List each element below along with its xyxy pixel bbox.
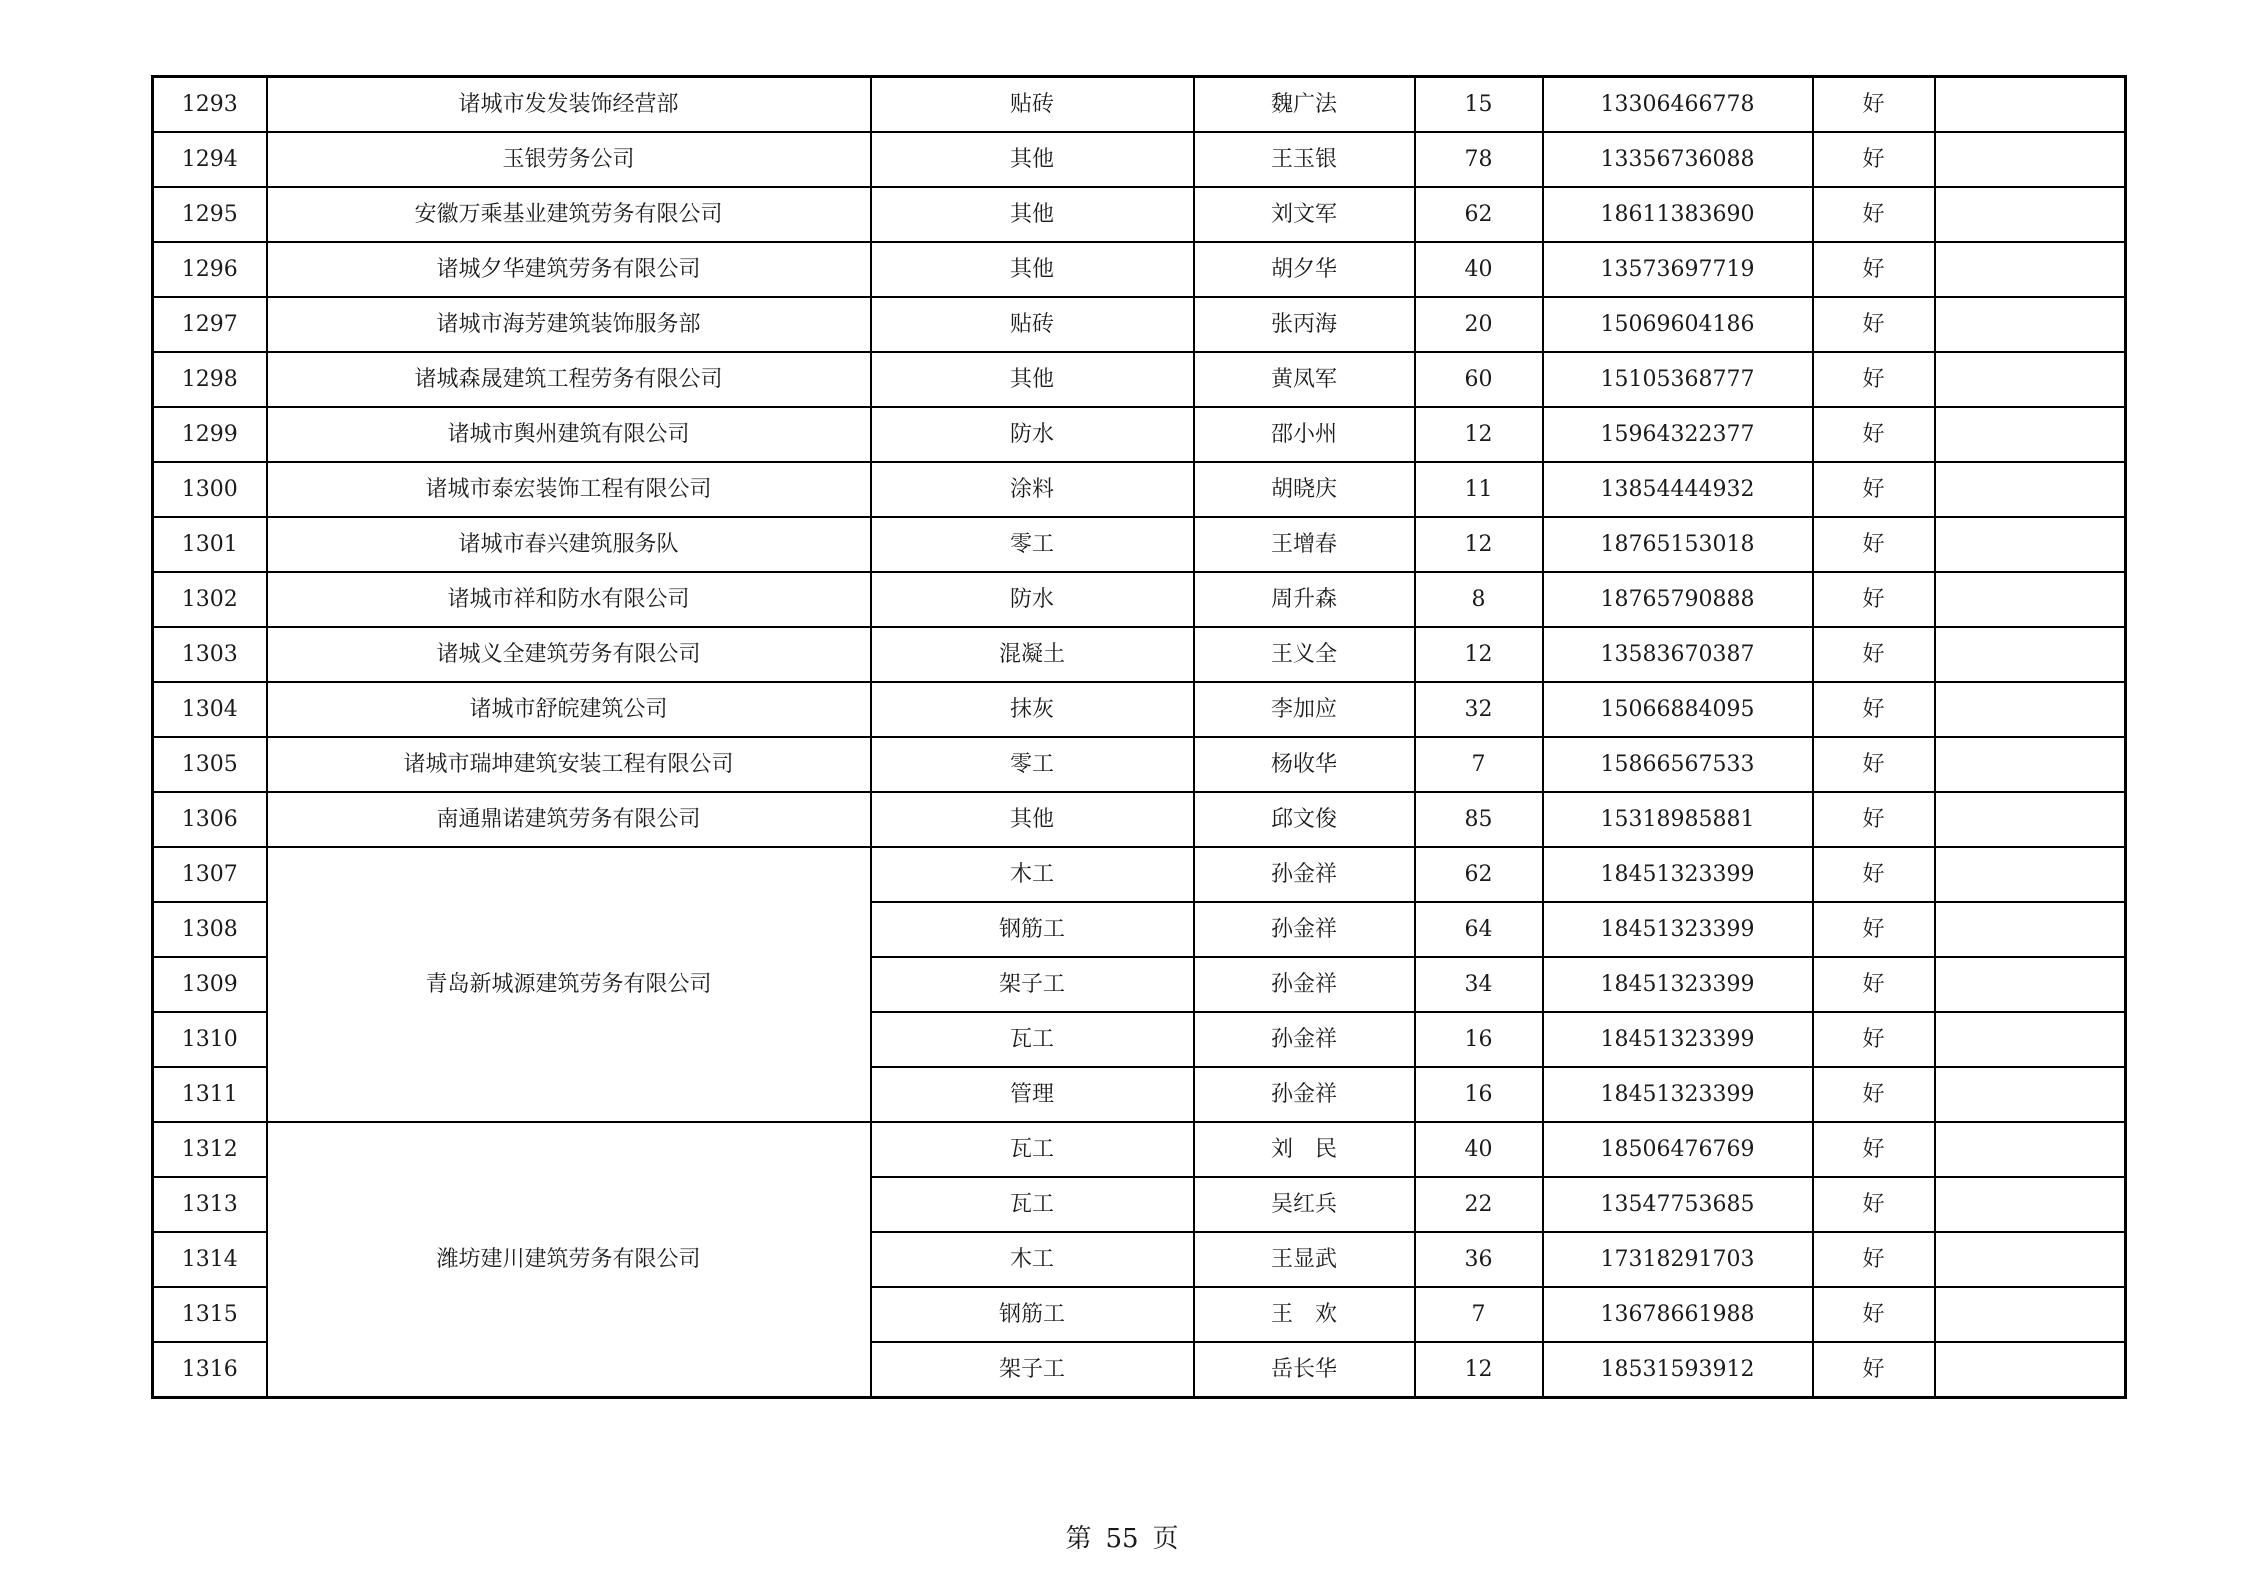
cell-number: 1299 xyxy=(153,407,267,462)
cell-contact: 王义全 xyxy=(1194,627,1415,682)
cell-contact: 孙金祥 xyxy=(1194,1012,1415,1067)
cell-rating: 好 xyxy=(1813,462,1935,517)
cell-company: 安徽万乘基业建筑劳务有限公司 xyxy=(267,187,871,242)
table-row xyxy=(153,187,2126,242)
cell-trade: 其他 xyxy=(871,242,1194,297)
cell-note xyxy=(1935,352,2126,407)
cell-worker-count: 64 xyxy=(1415,902,1543,957)
table-row xyxy=(153,407,2126,462)
cell-phone: 18611383690 xyxy=(1543,187,1813,242)
cell-phone: 18451323399 xyxy=(1543,1012,1813,1067)
cell-worker-count: 22 xyxy=(1415,1177,1543,1232)
cell-trade: 木工 xyxy=(871,1232,1194,1287)
cell-trade: 钢筋工 xyxy=(871,1287,1194,1342)
cell-company: 诸城市祥和防水有限公司 xyxy=(267,572,871,627)
cell-note xyxy=(1935,737,2126,792)
cell-contact: 邱文俊 xyxy=(1194,792,1415,847)
cell-rating: 好 xyxy=(1813,1122,1935,1177)
cell-rating: 好 xyxy=(1813,187,1935,242)
cell-worker-count: 85 xyxy=(1415,792,1543,847)
cell-number: 1309 xyxy=(153,957,267,1012)
cell-note xyxy=(1935,1287,2126,1342)
cell-note xyxy=(1935,847,2126,902)
cell-trade: 其他 xyxy=(871,792,1194,847)
table-body xyxy=(153,77,2126,1398)
cell-company: 诸城森晟建筑工程劳务有限公司 xyxy=(267,352,871,407)
cell-rating: 好 xyxy=(1813,847,1935,902)
cell-number: 1305 xyxy=(153,737,267,792)
cell-note xyxy=(1935,77,2126,133)
cell-phone: 15105368777 xyxy=(1543,352,1813,407)
cell-note xyxy=(1935,902,2126,957)
cell-note xyxy=(1935,297,2126,352)
cell-rating: 好 xyxy=(1813,627,1935,682)
cell-trade: 贴砖 xyxy=(871,77,1194,133)
cell-note xyxy=(1935,132,2126,187)
cell-company: 玉银劳务公司 xyxy=(267,132,871,187)
cell-contact: 孙金祥 xyxy=(1194,847,1415,902)
cell-trade: 钢筋工 xyxy=(871,902,1194,957)
table-row xyxy=(153,682,2126,737)
cell-worker-count: 62 xyxy=(1415,847,1543,902)
cell-company-merged: 青岛新城源建筑劳务有限公司 xyxy=(267,847,871,1122)
cell-contact: 张丙海 xyxy=(1194,297,1415,352)
cell-number: 1307 xyxy=(153,847,267,902)
cell-rating: 好 xyxy=(1813,737,1935,792)
cell-number: 1294 xyxy=(153,132,267,187)
cell-note xyxy=(1935,1342,2126,1398)
cell-trade: 其他 xyxy=(871,187,1194,242)
cell-rating: 好 xyxy=(1813,957,1935,1012)
table-row xyxy=(153,847,2126,902)
cell-note xyxy=(1935,517,2126,572)
cell-trade: 防水 xyxy=(871,572,1194,627)
cell-rating: 好 xyxy=(1813,407,1935,462)
cell-phone: 18451323399 xyxy=(1543,902,1813,957)
cell-rating: 好 xyxy=(1813,77,1935,133)
cell-contact: 孙金祥 xyxy=(1194,1067,1415,1122)
cell-contact: 魏广法 xyxy=(1194,77,1415,133)
cell-worker-count: 40 xyxy=(1415,242,1543,297)
cell-rating: 好 xyxy=(1813,792,1935,847)
cell-worker-count: 60 xyxy=(1415,352,1543,407)
cell-phone: 13678661988 xyxy=(1543,1287,1813,1342)
cell-rating: 好 xyxy=(1813,1067,1935,1122)
cell-contact: 岳长华 xyxy=(1194,1342,1415,1398)
cell-trade: 木工 xyxy=(871,847,1194,902)
cell-phone: 13573697719 xyxy=(1543,242,1813,297)
cell-number: 1311 xyxy=(153,1067,267,1122)
table-row xyxy=(153,1122,2126,1177)
cell-rating: 好 xyxy=(1813,132,1935,187)
cell-number: 1315 xyxy=(153,1287,267,1342)
cell-contact: 刘 民 xyxy=(1194,1122,1415,1177)
cell-contact: 吴红兵 xyxy=(1194,1177,1415,1232)
cell-phone: 15866567533 xyxy=(1543,737,1813,792)
cell-number: 1308 xyxy=(153,902,267,957)
cell-number: 1303 xyxy=(153,627,267,682)
cell-phone: 18531593912 xyxy=(1543,1342,1813,1398)
cell-note xyxy=(1935,1177,2126,1232)
table-row xyxy=(153,517,2126,572)
cell-contact: 杨收华 xyxy=(1194,737,1415,792)
cell-phone: 15964322377 xyxy=(1543,407,1813,462)
cell-number: 1313 xyxy=(153,1177,267,1232)
cell-trade: 混凝土 xyxy=(871,627,1194,682)
cell-note xyxy=(1935,957,2126,1012)
cell-number: 1300 xyxy=(153,462,267,517)
cell-phone: 13583670387 xyxy=(1543,627,1813,682)
cell-worker-count: 11 xyxy=(1415,462,1543,517)
cell-company: 诸城夕华建筑劳务有限公司 xyxy=(267,242,871,297)
cell-worker-count: 62 xyxy=(1415,187,1543,242)
cell-note xyxy=(1935,1012,2126,1067)
cell-number: 1314 xyxy=(153,1232,267,1287)
cell-worker-count: 36 xyxy=(1415,1232,1543,1287)
cell-company-merged: 潍坊建川建筑劳务有限公司 xyxy=(267,1122,871,1398)
cell-worker-count: 20 xyxy=(1415,297,1543,352)
cell-phone: 18451323399 xyxy=(1543,1067,1813,1122)
cell-rating: 好 xyxy=(1813,297,1935,352)
table-row xyxy=(153,737,2126,792)
cell-contact: 黄凤军 xyxy=(1194,352,1415,407)
table-row xyxy=(153,462,2126,517)
cell-worker-count: 12 xyxy=(1415,627,1543,682)
cell-number: 1298 xyxy=(153,352,267,407)
cell-trade: 其他 xyxy=(871,132,1194,187)
cell-phone: 13306466778 xyxy=(1543,77,1813,133)
cell-note xyxy=(1935,1232,2126,1287)
cell-number: 1297 xyxy=(153,297,267,352)
cell-phone: 18506476769 xyxy=(1543,1122,1813,1177)
cell-worker-count: 16 xyxy=(1415,1012,1543,1067)
cell-worker-count: 8 xyxy=(1415,572,1543,627)
cell-worker-count: 78 xyxy=(1415,132,1543,187)
cell-phone: 13356736088 xyxy=(1543,132,1813,187)
cell-trade: 瓦工 xyxy=(871,1177,1194,1232)
cell-rating: 好 xyxy=(1813,242,1935,297)
table-row xyxy=(153,627,2126,682)
cell-trade: 零工 xyxy=(871,517,1194,572)
cell-company: 诸城市泰宏装饰工程有限公司 xyxy=(267,462,871,517)
cell-number: 1304 xyxy=(153,682,267,737)
cell-contact: 孙金祥 xyxy=(1194,957,1415,1012)
table-row xyxy=(153,297,2126,352)
cell-worker-count: 7 xyxy=(1415,737,1543,792)
cell-rating: 好 xyxy=(1813,517,1935,572)
table-row xyxy=(153,352,2126,407)
page-number-prefix: 第 xyxy=(1065,1524,1092,1554)
table-row xyxy=(153,132,2126,187)
cell-phone: 13854444932 xyxy=(1543,462,1813,517)
cell-company: 诸城市瑞坤建筑安装工程有限公司 xyxy=(267,737,871,792)
cell-phone: 15318985881 xyxy=(1543,792,1813,847)
cell-phone: 18451323399 xyxy=(1543,957,1813,1012)
roster-table xyxy=(151,75,2127,1399)
table-row xyxy=(153,77,2126,133)
cell-worker-count: 12 xyxy=(1415,517,1543,572)
cell-contact: 李加应 xyxy=(1194,682,1415,737)
cell-rating: 好 xyxy=(1813,352,1935,407)
cell-note xyxy=(1935,462,2126,517)
cell-number: 1302 xyxy=(153,572,267,627)
table-row xyxy=(153,242,2126,297)
cell-worker-count: 34 xyxy=(1415,957,1543,1012)
cell-rating: 好 xyxy=(1813,1287,1935,1342)
cell-company: 诸城市发发装饰经营部 xyxy=(267,77,871,133)
cell-number: 1316 xyxy=(153,1342,267,1398)
cell-trade: 架子工 xyxy=(871,957,1194,1012)
cell-company: 诸城市海芳建筑装饰服务部 xyxy=(267,297,871,352)
cell-number: 1301 xyxy=(153,517,267,572)
cell-worker-count: 40 xyxy=(1415,1122,1543,1177)
page-number: 55 xyxy=(1105,1524,1139,1554)
cell-phone: 17318291703 xyxy=(1543,1232,1813,1287)
cell-contact: 刘文军 xyxy=(1194,187,1415,242)
cell-phone: 15069604186 xyxy=(1543,297,1813,352)
cell-worker-count: 12 xyxy=(1415,1342,1543,1398)
cell-rating: 好 xyxy=(1813,1177,1935,1232)
cell-worker-count: 16 xyxy=(1415,1067,1543,1122)
cell-trade: 涂料 xyxy=(871,462,1194,517)
cell-contact: 邵小州 xyxy=(1194,407,1415,462)
cell-company: 诸城市春兴建筑服务队 xyxy=(267,517,871,572)
cell-note xyxy=(1935,682,2126,737)
cell-worker-count: 32 xyxy=(1415,682,1543,737)
cell-trade: 管理 xyxy=(871,1067,1194,1122)
cell-note xyxy=(1935,187,2126,242)
cell-contact: 王显武 xyxy=(1194,1232,1415,1287)
cell-note xyxy=(1935,1122,2126,1177)
cell-company: 南通鼎诺建筑劳务有限公司 xyxy=(267,792,871,847)
cell-number: 1310 xyxy=(153,1012,267,1067)
cell-worker-count: 7 xyxy=(1415,1287,1543,1342)
cell-number: 1296 xyxy=(153,242,267,297)
cell-contact: 王增春 xyxy=(1194,517,1415,572)
cell-trade: 抹灰 xyxy=(871,682,1194,737)
cell-trade: 贴砖 xyxy=(871,297,1194,352)
cell-number: 1293 xyxy=(153,77,267,133)
cell-trade: 零工 xyxy=(871,737,1194,792)
cell-rating: 好 xyxy=(1813,902,1935,957)
cell-company: 诸城市舒皖建筑公司 xyxy=(267,682,871,737)
cell-number: 1295 xyxy=(153,187,267,242)
table-row xyxy=(153,792,2126,847)
cell-note xyxy=(1935,627,2126,682)
cell-contact: 胡夕华 xyxy=(1194,242,1415,297)
cell-trade: 瓦工 xyxy=(871,1012,1194,1067)
cell-note xyxy=(1935,792,2126,847)
cell-trade: 防水 xyxy=(871,407,1194,462)
table-row xyxy=(153,572,2126,627)
cell-rating: 好 xyxy=(1813,1342,1935,1398)
cell-phone: 18765790888 xyxy=(1543,572,1813,627)
cell-rating: 好 xyxy=(1813,572,1935,627)
cell-trade: 架子工 xyxy=(871,1342,1194,1398)
cell-trade: 其他 xyxy=(871,352,1194,407)
cell-trade: 瓦工 xyxy=(871,1122,1194,1177)
cell-note xyxy=(1935,572,2126,627)
cell-contact: 王玉银 xyxy=(1194,132,1415,187)
cell-rating: 好 xyxy=(1813,1232,1935,1287)
cell-number: 1312 xyxy=(153,1122,267,1177)
cell-rating: 好 xyxy=(1813,682,1935,737)
cell-phone: 13547753685 xyxy=(1543,1177,1813,1232)
cell-company: 诸城义全建筑劳务有限公司 xyxy=(267,627,871,682)
page-footer xyxy=(0,1518,2244,1555)
cell-contact: 王 欢 xyxy=(1194,1287,1415,1342)
cell-note xyxy=(1935,1067,2126,1122)
cell-worker-count: 12 xyxy=(1415,407,1543,462)
cell-rating: 好 xyxy=(1813,1012,1935,1067)
cell-note xyxy=(1935,242,2126,297)
cell-phone: 15066884095 xyxy=(1543,682,1813,737)
cell-number: 1306 xyxy=(153,792,267,847)
page-number-suffix: 页 xyxy=(1152,1524,1179,1554)
cell-worker-count: 15 xyxy=(1415,77,1543,133)
cell-contact: 孙金祥 xyxy=(1194,902,1415,957)
cell-company: 诸城市舆州建筑有限公司 xyxy=(267,407,871,462)
cell-note xyxy=(1935,407,2126,462)
cell-phone: 18451323399 xyxy=(1543,847,1813,902)
cell-phone: 18765153018 xyxy=(1543,517,1813,572)
cell-contact: 胡晓庆 xyxy=(1194,462,1415,517)
cell-contact: 周升森 xyxy=(1194,572,1415,627)
